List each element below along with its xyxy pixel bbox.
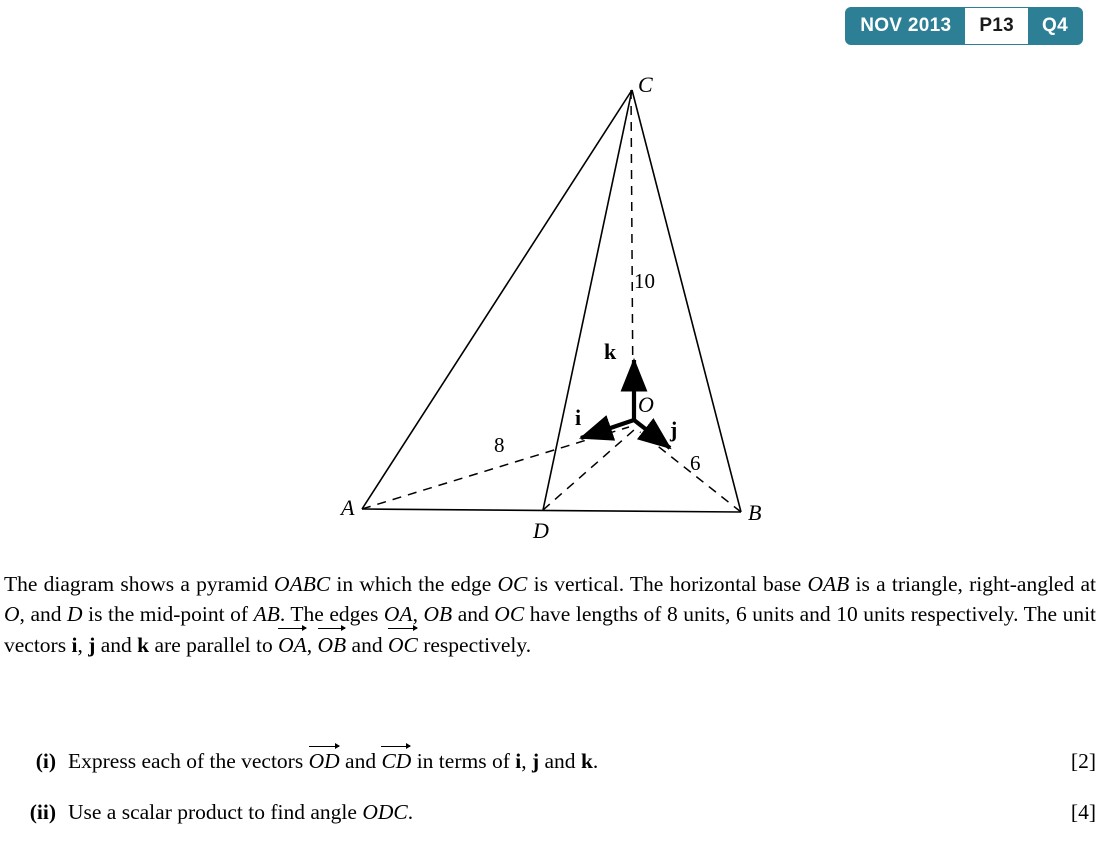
part-ii-end: . [407,800,414,824]
badge-paper: P13 [965,8,1028,44]
question-parts [4,748,1096,851]
part-i-bold-i: i [515,749,522,773]
vector-CD: CD [381,749,412,773]
stem-text-6: is the mid-point of [82,601,254,626]
stem-text-5: , and [19,601,68,626]
vector-OA: OA [278,630,307,661]
stem-text-8: , [412,601,424,626]
part-i-mid: and [339,749,382,773]
part-text-i [68,748,1050,774]
part-label-ii: (ii) [29,800,56,824]
stem-bold-i: i [71,632,78,657]
badge-session: NOV 2013 [860,15,952,36]
stem-bold-k: k [137,632,150,657]
badge-question: Q4 [1042,15,1068,36]
question-part-ii [4,800,1096,825]
part-ii-pre: Use a scalar product to find angle [68,800,363,824]
vertex-label-B: B [748,500,762,525]
vector-OD: OD [308,749,340,773]
stem-text-4: is a triangle, right-angled at [849,572,1096,596]
unit-vector-label-i: i [575,405,582,430]
part-marks-ii: [4] [1070,800,1096,824]
stem-text-3: is vertical. The horizontal base [527,572,808,596]
stem-text-2: in which the edge [330,572,498,596]
stem-italic-O: O [4,601,20,626]
question-reference-badge [846,8,1082,44]
stem-sep-2: and [346,632,388,657]
stem-italic-OA: OA [383,601,413,626]
edge-length-6: 6 [690,451,701,475]
unit-vector-label-j: j [670,417,678,442]
part-i-bold-j: j [531,749,540,773]
vertex-label-O: O [638,392,654,417]
pyramid-diagram [0,60,1100,560]
vertex-label-C: C [638,72,653,97]
unit-vector-label-k: k [604,339,617,364]
stem-italic-OC-2: OC [494,601,525,626]
stem-text-11: , [77,632,89,657]
vector-OC: OC [388,630,418,661]
stem-sep-1: , [306,632,318,657]
part-label-i: (i) [35,749,56,773]
part-i-sep: , [521,749,532,773]
part-text-ii [68,800,1050,825]
stem-text-7: . The edges [279,601,384,626]
part-i-post: in terms of [411,749,516,773]
stem-text-9: and [452,601,495,626]
stem-text-tail: respectively. [417,632,532,657]
edge-length-10: 10 [634,269,655,293]
stem-italic-OABC: OABC [274,572,331,596]
stem-text-10: have lengths of 8 units, 6 units and 10 units respectively. The unit vectors [4,601,1097,657]
vertex-label-D: D [533,518,549,543]
question-stem [4,570,1096,661]
stem-italic-OC: OC [497,572,528,596]
part-ii-angle: ODC [362,800,408,824]
stem-italic-OB: OB [423,601,453,626]
stem-text-13: are parallel to [149,632,279,657]
stem-text-1: The diagram shows a pyramid [4,572,275,596]
part-i-bold-k: k [580,749,593,773]
stem-italic-D: D [67,601,83,626]
vertex-label-A: A [341,495,355,520]
stem-italic-OAB: OAB [807,572,850,596]
edge-length-8: 8 [494,433,505,457]
vector-OB: OB [318,630,347,661]
stem-bold-j: j [88,632,96,657]
part-i-pre: Express each of the vectors [68,749,309,773]
part-i-end: . [592,749,599,773]
stem-italic-AB: AB [253,601,280,626]
part-marks-i: [2] [1070,749,1096,773]
stem-text-12: and [95,632,138,657]
question-part-i [4,748,1096,774]
part-i-and: and [539,749,581,773]
